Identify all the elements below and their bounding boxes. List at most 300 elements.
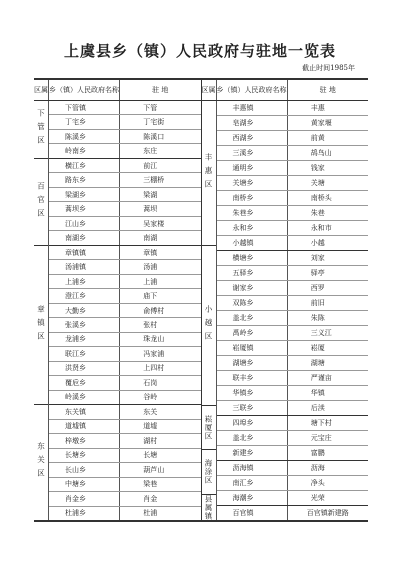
township-name-cell (217, 356, 288, 370)
seat-name: 净头 (310, 479, 325, 487)
seat-name: 汤浦 (143, 263, 158, 272)
township-name-cell (217, 431, 288, 445)
table-right-half (201, 80, 369, 520)
table-row (217, 206, 369, 221)
table-header (202, 80, 369, 101)
township-name-cell (217, 221, 288, 235)
seat-cell (120, 347, 201, 360)
district-label: 下管区 (36, 109, 46, 150)
seat-name: 葫芦山 (143, 465, 165, 474)
seat-cell (120, 202, 201, 215)
seat-cell (288, 146, 369, 160)
table-row (49, 391, 201, 405)
township-name: 盖北乡 (232, 314, 254, 322)
table-row (49, 478, 201, 492)
township-name-cell (217, 401, 288, 415)
township-name-cell (49, 434, 120, 447)
seat-cell (288, 221, 369, 235)
table-row (49, 304, 201, 318)
township-name-cell (217, 326, 288, 340)
table-row (217, 491, 369, 506)
district-cell (34, 159, 48, 246)
township-name: 四埠乡 (232, 419, 254, 427)
table-row (217, 221, 369, 236)
seat-name: 关塘 (310, 179, 325, 187)
seat-cell (120, 478, 201, 491)
township-name-cell (49, 188, 120, 201)
seat-cell (288, 191, 369, 205)
township-name: 南湖乡 (65, 234, 86, 243)
township-name: 谢家乡 (232, 284, 254, 292)
district-label: 百官区 (36, 182, 46, 223)
township-name: 洪贤乡 (65, 364, 86, 373)
district-label: 小越区 (204, 305, 213, 346)
table-row (217, 101, 369, 116)
seat-name: 黄家堰 (310, 119, 332, 127)
seat-name: 梁巷 (143, 480, 158, 489)
township-name: 禹岭乡 (232, 329, 254, 337)
table-row (49, 275, 201, 289)
table-row (49, 101, 201, 115)
township-name-cell (49, 260, 120, 273)
township-name: 双陈乡 (232, 299, 254, 307)
township-name-cell (49, 391, 120, 404)
township-name-cell (217, 296, 288, 310)
table-row (49, 507, 201, 520)
table-row (49, 362, 201, 376)
table-row (49, 246, 201, 260)
seat-name: 珠龙山 (143, 335, 165, 344)
seat-name: 永和市 (310, 224, 332, 232)
table-row (217, 461, 369, 476)
seat-cell (288, 356, 369, 370)
township-name: 百官镇 (232, 509, 254, 517)
seat-cell (120, 130, 201, 143)
township-name-cell (49, 217, 120, 230)
township-name-cell (217, 101, 288, 115)
township-name: 肖金乡 (65, 494, 86, 503)
seat-cell (120, 434, 201, 447)
table-row (217, 281, 369, 296)
table-row (217, 356, 369, 371)
seat-cell (288, 491, 369, 505)
seat-cell (120, 405, 201, 418)
seat-cell (120, 318, 201, 331)
seat-name: 华镇 (310, 389, 325, 397)
seat-name: 吴家楼 (143, 219, 165, 228)
township-name-cell (49, 289, 120, 302)
seat-name: 肖金 (143, 494, 158, 503)
township-name: 章镇镇 (65, 248, 86, 257)
seat-cell (120, 391, 201, 404)
seat-cell (288, 476, 369, 490)
table-row (217, 386, 369, 401)
township-name-cell (217, 371, 288, 385)
seat-name: 陈溪口 (143, 132, 165, 141)
township-name-cell (217, 506, 288, 520)
seat-name: 后渎 (310, 404, 325, 412)
header-district: 区属 (34, 80, 49, 100)
township-name-cell (217, 491, 288, 505)
table-row (49, 318, 201, 332)
seat-name: 塘下村 (310, 419, 332, 427)
township-name-cell (49, 463, 120, 476)
table-row (217, 236, 369, 251)
township-name: 湖塘乡 (232, 359, 254, 367)
township-name-cell (217, 116, 288, 130)
township-name-cell (49, 507, 120, 520)
township-name: 皂湖乡 (232, 119, 254, 127)
township-name-cell (217, 131, 288, 145)
township-name-cell (49, 115, 120, 128)
seat-name: 三义江 (310, 329, 332, 337)
seat-name: 冯家浦 (143, 349, 165, 358)
table-row (217, 371, 369, 386)
district-column (202, 101, 217, 520)
township-name-cell (49, 246, 120, 259)
table-row (49, 115, 201, 129)
seat-name: 东庄 (143, 147, 158, 156)
township-table (34, 78, 368, 522)
seat-name: 长塘 (143, 451, 158, 460)
table-row (49, 144, 201, 158)
township-name: 长山乡 (65, 465, 86, 474)
township-name-cell (49, 333, 120, 346)
seat-cell (288, 416, 369, 430)
seat-name: 朱陈 (310, 314, 325, 322)
township-name-cell (49, 362, 120, 375)
seat-cell (288, 311, 369, 325)
seat-name: 前旧 (310, 299, 325, 307)
seat-cell (120, 246, 201, 259)
township-name-cell (217, 191, 288, 205)
township-name: 龙浦乡 (65, 335, 86, 344)
seat-name: 前江 (143, 161, 158, 170)
seat-name: 张村 (143, 321, 158, 329)
header-seat: 驻 地 (319, 86, 336, 94)
township-name-cell (49, 304, 120, 317)
seat-name: 俞傅村 (143, 306, 165, 315)
township-name-cell (217, 236, 288, 250)
table-row (49, 333, 201, 347)
seat-cell (120, 159, 201, 172)
township-name: 五驿乡 (232, 269, 254, 277)
seat-cell (120, 362, 201, 375)
table-row (49, 492, 201, 506)
seat-cell (288, 161, 369, 175)
table-row (49, 463, 201, 477)
seat-name: 百官镇新建路 (306, 509, 349, 517)
township-name-cell (49, 173, 120, 186)
township-name: 新建乡 (232, 449, 254, 457)
township-name-cell (217, 461, 288, 475)
township-name-cell (49, 347, 120, 360)
township-name: 丁宅乡 (65, 118, 86, 127)
township-name: 西湖乡 (232, 134, 254, 142)
township-name-cell (49, 159, 120, 172)
seat-name: 光荣 (310, 494, 325, 502)
township-name-cell (49, 202, 120, 215)
seat-cell (288, 251, 369, 265)
township-name: 崧厦镇 (232, 344, 254, 352)
table-row (217, 506, 369, 520)
township-name: 江山乡 (65, 219, 86, 228)
township-name: 南桥乡 (232, 194, 254, 202)
township-name: 道墟镇 (65, 422, 86, 431)
seat-name: 西罗 (310, 284, 325, 292)
table-body (202, 101, 369, 520)
seat-name: 石岗 (143, 378, 158, 387)
seat-cell (288, 506, 369, 520)
seat-name: 梁湖 (143, 190, 158, 199)
table-row (49, 202, 201, 216)
township-name: 张溪乡 (65, 321, 86, 329)
table-row (49, 376, 201, 390)
table-row (49, 217, 201, 231)
township-name: 大勤乡 (65, 306, 86, 315)
township-name: 路东乡 (65, 176, 86, 185)
seat-cell (288, 386, 369, 400)
township-name: 岭南乡 (65, 147, 86, 156)
seat-cell (120, 449, 201, 462)
table-row (217, 326, 369, 341)
township-name-cell (49, 478, 120, 491)
township-name-cell (49, 144, 120, 157)
township-name: 三溪乡 (232, 149, 254, 157)
seat-name: 东关 (143, 407, 158, 416)
table-header (34, 80, 201, 101)
seat-name: 蒿坝 (143, 205, 158, 214)
seat-name: 驿亭 (310, 269, 325, 277)
table-row (217, 401, 369, 416)
seat-cell (120, 188, 201, 201)
seat-cell (288, 431, 369, 445)
seat-name: 富鹏 (310, 449, 325, 457)
table-row (217, 296, 369, 311)
seat-cell (288, 101, 369, 115)
seat-cell (120, 115, 201, 128)
seat-name: 南湖 (143, 234, 158, 243)
table-row (217, 191, 369, 206)
township-name-cell (217, 161, 288, 175)
seat-name: 朱巷 (310, 209, 325, 217)
seat-name: 章镇 (143, 248, 158, 257)
township-name: 联丰乡 (232, 374, 254, 382)
township-name: 南汇乡 (232, 479, 254, 487)
district-label: 丰惠区 (204, 152, 213, 194)
seat-cell (288, 116, 369, 130)
township-name: 覆卮乡 (65, 378, 86, 387)
table-row (49, 289, 201, 303)
township-name: 梓墩乡 (65, 436, 86, 445)
township-name-cell (49, 420, 120, 433)
seat-cell (288, 266, 369, 280)
table-row (49, 159, 201, 173)
seat-cell (288, 176, 369, 190)
table-row (49, 173, 201, 187)
seat-cell (288, 326, 369, 340)
page-title: 上虞县乡（镇）人民政府与驻地一览表 (63, 42, 336, 60)
township-name: 东关镇 (65, 407, 86, 416)
seat-name: 小越 (310, 239, 325, 247)
township-name-cell (217, 446, 288, 460)
township-name-cell (217, 386, 288, 400)
township-name-cell (49, 101, 120, 114)
township-name-cell (49, 275, 120, 288)
table-row (217, 311, 369, 326)
seat-cell (120, 173, 201, 186)
seat-cell (288, 236, 369, 250)
table-body (34, 101, 201, 520)
district-label: 东关区 (36, 442, 46, 483)
township-name-cell (49, 449, 120, 462)
township-name: 朱巷乡 (232, 209, 254, 217)
table-row (49, 434, 201, 448)
seat-name: 崧厦 (310, 344, 325, 352)
table-row (217, 176, 369, 191)
district-cell (202, 406, 216, 450)
table-row (49, 449, 201, 463)
seat-cell (288, 371, 369, 385)
township-name-cell (217, 416, 288, 430)
table-row (49, 405, 201, 419)
township-name: 汤浦镇 (65, 263, 86, 272)
seat-cell (120, 144, 201, 157)
seat-name: 刘家 (310, 254, 325, 262)
table-row (49, 130, 201, 144)
district-label: 崧厦区 (204, 414, 213, 441)
seat-cell (120, 304, 201, 317)
table-row (49, 260, 201, 274)
seat-name: 沥海 (310, 464, 325, 472)
table-row (217, 266, 369, 281)
date-note: 截止时间1985年 (302, 64, 355, 72)
seat-cell (288, 281, 369, 295)
township-name: 通明乡 (232, 164, 254, 172)
township-name: 盖北乡 (232, 434, 254, 442)
seat-cell (120, 333, 201, 346)
header-seat: 驻 地 (152, 86, 169, 94)
township-name: 联江乡 (65, 349, 86, 358)
seat-name: 鸪鸟山 (310, 149, 332, 157)
seat-name: 上浦 (143, 277, 158, 286)
district-cell (202, 101, 216, 246)
seat-name: 钱家 (310, 164, 325, 172)
township-name-cell (217, 341, 288, 355)
township-name: 岭溪乡 (65, 393, 86, 402)
seat-cell (120, 463, 201, 476)
seat-cell (120, 101, 201, 114)
table-row (217, 116, 369, 131)
township-name: 蒿坝乡 (65, 205, 86, 214)
seat-name: 庙下 (143, 292, 158, 301)
seat-cell (120, 492, 201, 505)
township-name-cell (49, 376, 120, 389)
table-row (49, 347, 201, 361)
township-name: 杜浦乡 (65, 509, 86, 518)
seat-name: 湖塘 (310, 359, 325, 367)
seat-cell (120, 289, 201, 302)
seat-name: 严谨亩 (310, 374, 332, 382)
township-name: 陈溪乡 (65, 132, 86, 141)
seat-name: 前黄 (310, 134, 325, 142)
township-name-cell (49, 318, 120, 331)
seat-cell (288, 341, 369, 355)
table-row (217, 146, 369, 161)
township-name: 华镇乡 (232, 389, 254, 397)
rows-column (49, 101, 201, 520)
seat-name: 丰惠 (310, 104, 325, 112)
seat-cell (120, 260, 201, 273)
district-column (34, 101, 49, 520)
township-name: 横塘乡 (232, 254, 254, 262)
township-name-cell (217, 251, 288, 265)
township-name-cell (217, 476, 288, 490)
township-name-cell (217, 311, 288, 325)
township-name: 关塘乡 (232, 179, 254, 187)
district-cell (34, 246, 48, 405)
district-cell (34, 101, 48, 159)
table-row (217, 446, 369, 461)
township-name: 三联乡 (232, 404, 254, 412)
township-name-cell (217, 266, 288, 280)
township-name-cell (49, 231, 120, 244)
table-row (49, 420, 201, 434)
header-name: 乡（镇）人民政府名称 (217, 80, 288, 100)
seat-cell (120, 376, 201, 389)
seat-cell (288, 461, 369, 475)
township-name: 梁湖乡 (65, 190, 86, 199)
seat-name: 南桥头 (310, 194, 332, 202)
township-name-cell (217, 146, 288, 160)
table-row (49, 188, 201, 202)
seat-name: 元宝庄 (310, 434, 332, 442)
township-name: 澄江乡 (65, 292, 86, 301)
table-row (217, 341, 369, 356)
seat-name: 上四村 (143, 364, 165, 373)
township-name: 下管镇 (65, 103, 86, 112)
table-row (217, 431, 369, 446)
district-label: 章镇区 (36, 305, 46, 346)
table-row (49, 231, 201, 245)
township-name-cell (49, 492, 120, 505)
seat-cell (120, 420, 201, 433)
seat-cell (288, 296, 369, 310)
rows-column (217, 101, 369, 520)
township-name-cell (49, 130, 120, 143)
header-name: 乡（镇）人民政府名称 (49, 80, 120, 100)
seat-cell (288, 446, 369, 460)
township-name: 海潮乡 (232, 494, 254, 502)
seat-cell (288, 401, 369, 415)
seat-cell (120, 231, 201, 244)
seat-cell (120, 217, 201, 230)
table-row (217, 161, 369, 176)
district-cell (202, 450, 216, 494)
district-label: 海涂区 (204, 459, 213, 485)
township-name-cell (217, 206, 288, 220)
township-name: 长塘乡 (65, 451, 86, 460)
seat-name: 谷岭 (143, 393, 158, 402)
township-name-cell (217, 176, 288, 190)
township-name: 沥海镇 (232, 464, 254, 472)
township-name: 中塘乡 (65, 480, 86, 489)
header-district: 区属 (202, 80, 217, 100)
township-name: 永和乡 (232, 224, 254, 232)
table-row (217, 416, 369, 431)
township-name: 上浦乡 (65, 277, 86, 286)
district-cell (202, 495, 216, 521)
